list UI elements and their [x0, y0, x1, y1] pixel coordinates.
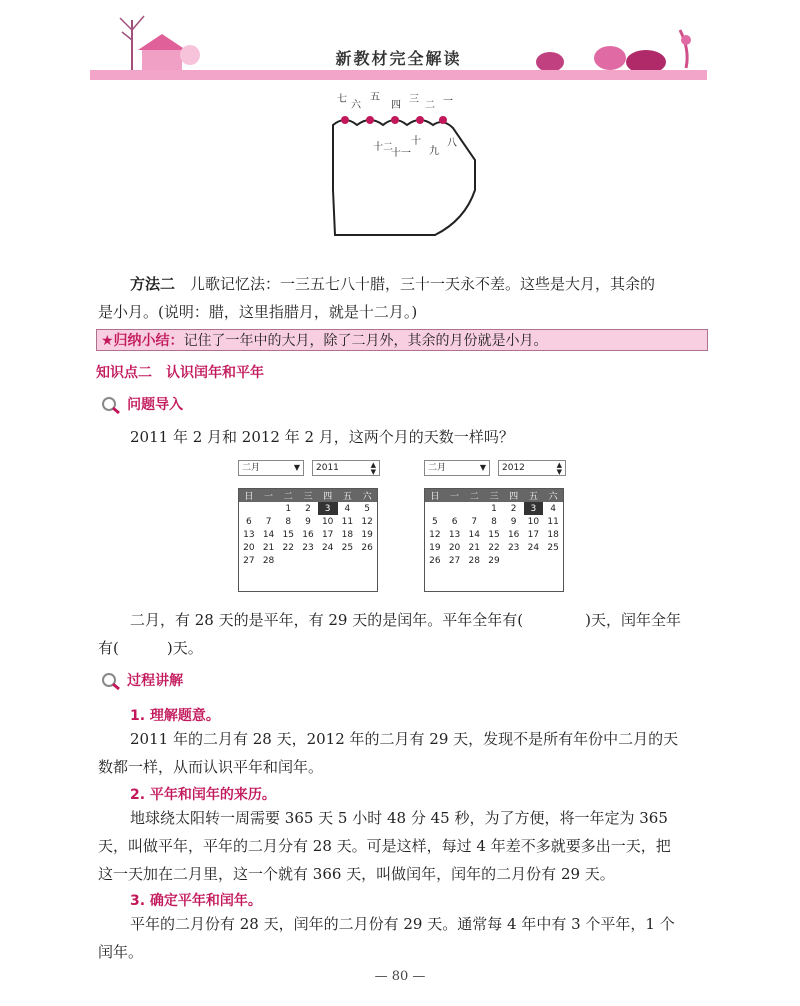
month-label: 九 [429, 146, 439, 157]
calendar-day[interactable]: 23 [507, 542, 520, 553]
step2-title: 2. 平年和闰年的来历。 [130, 787, 276, 803]
calendar-day[interactable]: 16 [507, 529, 520, 540]
calendar-empty-cell [464, 502, 484, 515]
month-label: 八 [447, 138, 457, 149]
calendar-day[interactable]: 14 [262, 529, 275, 540]
weekday-label: 三 [298, 489, 318, 502]
chevron-down-icon: ▼ [479, 463, 486, 472]
calendar-week-row [239, 541, 377, 554]
month-label: 三 [409, 94, 419, 105]
weekday-label: 一 [259, 489, 279, 502]
calendar-day[interactable]: 8 [491, 516, 497, 527]
calendar-week-row [239, 554, 377, 567]
magnifier-icon [100, 671, 122, 691]
weekday-label: 五 [338, 489, 358, 502]
calendar-day[interactable]: 28 [262, 555, 275, 566]
calendar-day[interactable]: 21 [262, 542, 275, 553]
calendar-day[interactable]: 3 [524, 502, 544, 515]
calendar-day[interactable]: 15 [488, 529, 500, 540]
step2-line1: 地球绕太阳转一周需要 365 天 5 小时 48 分 45 秒，为了方便，将一年定为 365 [130, 809, 668, 827]
month-label: 一 [443, 96, 453, 107]
calendar-grid [424, 488, 564, 592]
calendar-day[interactable]: 19 [361, 529, 373, 540]
month-label: 六 [351, 100, 361, 111]
calendar-day[interactable]: 21 [468, 542, 480, 553]
calendar-week-row [239, 515, 377, 528]
calendar-empty-cell [445, 502, 465, 515]
calendar-empty-cell [357, 554, 377, 567]
month-label: 七 [337, 94, 347, 105]
calendar-day[interactable]: 18 [341, 529, 354, 540]
calendar-day[interactable]: 6 [245, 516, 252, 527]
calendar-day[interactable]: 23 [302, 542, 314, 553]
calendar-day[interactable]: 10 [321, 516, 334, 527]
month-select[interactable]: 二月 ▼ [424, 460, 490, 476]
calendar-day[interactable]: 3 [318, 502, 338, 515]
calendar-week-row [425, 528, 563, 541]
month-label: 四 [391, 100, 401, 111]
year-input[interactable]: 2011 ▲ ▼ [312, 460, 380, 476]
method2-label: 方法二 [130, 275, 176, 293]
calendar-day[interactable]: 25 [341, 542, 354, 553]
page-header [90, 0, 707, 88]
calendar-day[interactable]: 14 [468, 529, 480, 540]
spinner-icon: ▲ ▼ [556, 461, 562, 476]
summary-box [96, 329, 708, 351]
calendar-empty-cell [338, 554, 358, 567]
calendar-day[interactable]: 24 [321, 542, 334, 553]
calendar-day[interactable]: 7 [471, 516, 478, 527]
calendar-day[interactable]: 6 [451, 516, 458, 527]
weekday-header [425, 489, 563, 502]
magnifier-icon [100, 395, 122, 415]
page-number: — 80 — [374, 969, 426, 984]
calendar-week-row [425, 515, 563, 528]
calendar-day[interactable]: 29 [488, 555, 500, 566]
fist-month-diagram [325, 90, 485, 240]
summary-label: ★归纳小结： [101, 333, 184, 349]
calendar-day[interactable]: 22 [282, 542, 294, 553]
calendar-day[interactable]: 4 [550, 503, 556, 514]
calendar-empty-cell [278, 554, 298, 567]
weekday-header [239, 489, 377, 502]
calendar-week-row [239, 502, 377, 515]
weekday-label: 六 [357, 489, 377, 502]
chevron-down-icon: ▼ [293, 463, 300, 472]
calendar-day[interactable]: 4 [344, 503, 351, 514]
calendar-empty-cell [318, 554, 338, 567]
calendar-day[interactable]: 27 [243, 555, 255, 566]
fill-in-line1: 二月，有 28 天的是平年，有 29 天的是闰年。平年全年有( )天，闰年全年 [130, 611, 681, 629]
process-heading: 过程讲解 [100, 670, 183, 691]
calendar-day[interactable]: 27 [448, 555, 461, 566]
calendar-day[interactable]: 17 [527, 529, 540, 540]
header-title: 新教材完全解读 [335, 49, 462, 68]
calendar-day[interactable]: 13 [448, 529, 461, 540]
step3-title: 3. 确定平年和闰年。 [130, 893, 262, 909]
calendar-empty-cell [239, 502, 259, 515]
month-label: 十二 [373, 142, 393, 153]
kp2-title: 知识点二 认识闰年和平年 [96, 365, 264, 381]
weekday-label: 二 [464, 489, 484, 502]
calendar-day[interactable]: 28 [468, 555, 480, 566]
weekday-label: 六 [543, 489, 563, 502]
calendar-empty-cell [425, 502, 445, 515]
month-label: 五 [370, 92, 380, 103]
calendar-day[interactable]: 18 [547, 529, 559, 540]
calendar-week-row [425, 541, 563, 554]
weekday-label: 二 [278, 489, 298, 502]
calendar-day[interactable]: 2 [510, 503, 517, 514]
calendar-day[interactable]: 15 [282, 529, 294, 540]
weekday-label: 五 [524, 489, 544, 502]
month-label: 二 [425, 100, 435, 111]
weekday-label: 日 [239, 489, 259, 502]
year-input[interactable]: 2012 ▲ ▼ [498, 460, 566, 476]
calendar-week-row [425, 502, 563, 515]
intro-heading: 问题导入 [100, 394, 183, 415]
calendar-day[interactable]: 2 [305, 503, 311, 514]
intro-question: 2011 年 2 月和 2012 年 2 月，这两个月的天数一样吗？ [130, 428, 514, 446]
calendar-week-row [425, 554, 563, 567]
method2-line1: 方法二 儿歌记忆法：一三五七八十腊，三十一天永不差。这些是大月，其余的 [130, 275, 656, 293]
calendar-day[interactable]: 19 [429, 542, 441, 553]
calendar-day[interactable]: 17 [321, 529, 334, 540]
calendar-day[interactable]: 22 [488, 542, 500, 553]
weekday-label: 三 [484, 489, 504, 502]
calendar-day[interactable]: 24 [527, 542, 540, 553]
calendar-day[interactable]: 5 [364, 503, 370, 514]
calendar-empty-cell [298, 554, 318, 567]
weekday-label: 一 [445, 489, 465, 502]
calendar-empty-cell [543, 554, 563, 567]
calendar-grid [238, 488, 378, 592]
calendar-empty-cell [504, 554, 524, 567]
calendar-day[interactable]: 5 [431, 516, 438, 527]
month-label: 十一 [391, 148, 411, 159]
header-band [90, 70, 707, 80]
weekday-label: 四 [504, 489, 524, 502]
step3-line2: 闰年。 [98, 943, 144, 961]
month-select[interactable]: 二月 ▼ [238, 460, 304, 476]
calendar-day[interactable]: 20 [243, 542, 255, 553]
step2-line3: 这一天加在二月里，这一个就有 366 天，叫做闰年，闰年的二月份有 29 天。 [98, 865, 615, 883]
calendar-empty-cell [259, 502, 279, 515]
calendar-day[interactable]: 16 [302, 529, 314, 540]
method2-line2: 是小月。(说明：腊，这里指腊月，就是十二月。) [98, 303, 418, 321]
calendar-day[interactable]: 26 [361, 542, 373, 553]
calendar-day[interactable]: 12 [361, 516, 373, 527]
calendar-week-row [239, 528, 377, 541]
step2-line2: 天，叫做平年，平年的二月分有 28 天。可是这样，每过 4 年差不多就要多出一天，把 [98, 837, 671, 855]
summary-text: 记住了一年中的大月，除了二月外，其余的月份就是小月。 [183, 333, 548, 349]
calendar-day[interactable]: 1 [491, 503, 497, 514]
fill-in-line2: 有( )天。 [98, 639, 203, 657]
calendar-day[interactable]: 11 [341, 516, 354, 527]
step1-line2: 数都一样，从而认识平年和闰年。 [98, 758, 324, 776]
month-label: 十 [411, 136, 421, 147]
step1-title: 1. 理解题意。 [130, 708, 220, 724]
weekday-label: 日 [425, 489, 445, 502]
step3-line1: 平年的二月份有 28 天，闰年的二月份有 29 天。通常每 4 年中有 3 个平年，1 个 [130, 915, 675, 933]
calendar-day[interactable]: 8 [285, 516, 292, 527]
calendar-day[interactable]: 7 [265, 516, 272, 527]
spinner-icon: ▲ ▼ [370, 461, 376, 476]
calendar-empty-cell [524, 554, 544, 567]
calendar-day[interactable]: 25 [547, 542, 559, 553]
calendar-day[interactable]: 9 [305, 516, 311, 527]
calendar-day[interactable]: 1 [285, 503, 292, 514]
calendar-day[interactable]: 13 [243, 529, 255, 540]
step1-line1: 2011 年的二月有 28 天，2012 年的二月有 29 天，发现不是所有年份中二月的天 [130, 730, 679, 748]
calendar-day[interactable]: 12 [429, 529, 441, 540]
calendar-day[interactable]: 10 [527, 516, 540, 527]
calendar-day[interactable]: 9 [510, 516, 517, 527]
calendar-day[interactable]: 11 [547, 516, 559, 527]
calendar-day[interactable]: 26 [429, 555, 441, 566]
calendar-day[interactable]: 20 [448, 542, 461, 553]
weekday-label: 四 [318, 489, 338, 502]
